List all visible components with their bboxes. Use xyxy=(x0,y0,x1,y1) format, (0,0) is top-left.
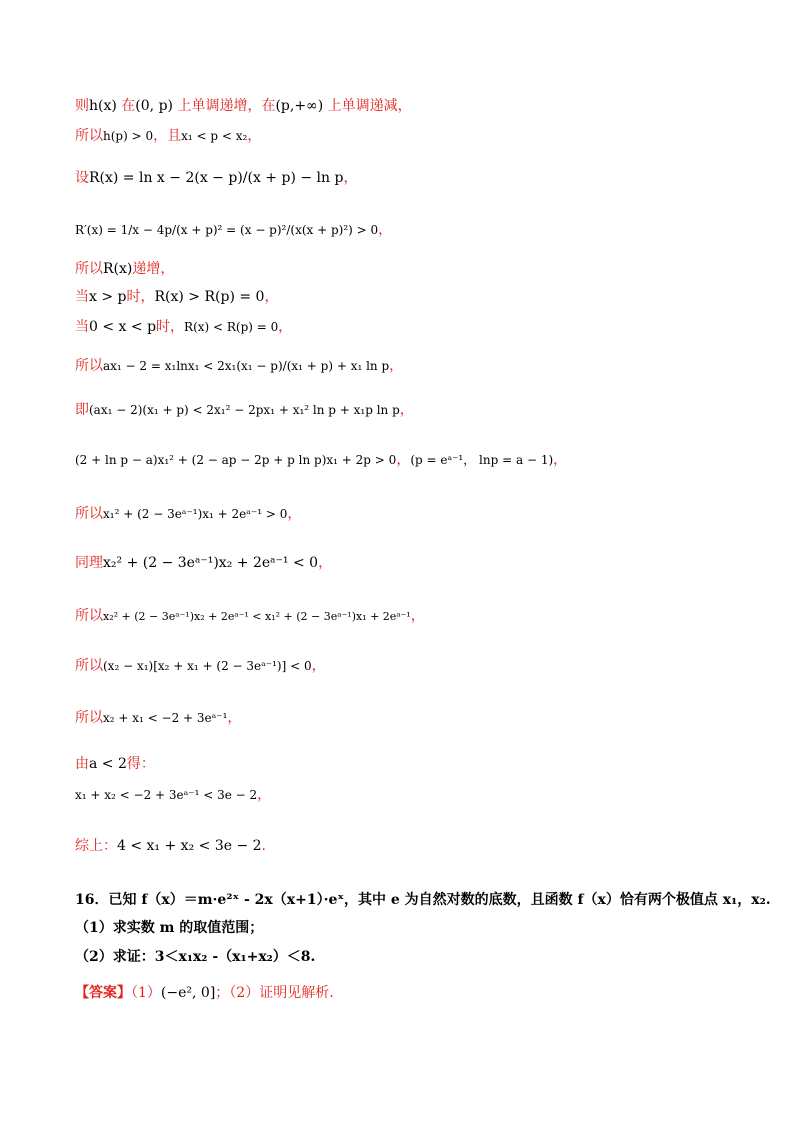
answer-label: 【答案】 xyxy=(75,985,131,1001)
solution-line-10: (2 + ln p − a)x₁² + (2 − ap − 2p + p ln p)x₁ + 2p > 0，(p = eᵃ⁻¹， lnp = a − 1)， xyxy=(75,452,568,468)
problem-text: 已知 f（x）＝m·e²ˣ - 2x（x+1）·eˣ，其中 e 为自然对数的底数，且函数 f（x）恰有两个极值点 x₁，x₂. xyxy=(108,892,771,908)
problem-number: 16． xyxy=(75,892,109,908)
solution-line-17: x₁ + x₂ < −2 + 3eᵃ⁻¹ < 3e − 2， xyxy=(75,787,272,803)
solution-line-11: 所以x₁² + (2 − 3eᵃ⁻¹)x₁ + 2eᵃ⁻¹ > 0， xyxy=(75,506,302,522)
problem-statement xyxy=(75,890,771,910)
solution-line-13: 所以x₂² + (2 − 3eᵃ⁻¹)x₂ + 2eᵃ⁻¹ < x₁² + (2 − 3eᵃ⁻¹)x₁ + 2eᵃ⁻¹， xyxy=(75,608,425,624)
problem-part-2: （2）求证：3＜x₁x₂ -（x₁+x₂）＜8. xyxy=(75,949,316,965)
solution-line-1: 则h(x) 在(0, p) 上单调递增，在(p,+∞) 上单调递减， xyxy=(75,98,412,114)
solution-line-3: 设R(x) = ln x − 2(x − p)/(x + p) − ln p， xyxy=(75,170,358,186)
solution-line-12: 同理x₂² + (2 − 3eᵃ⁻¹)x₂ + 2eᵃ⁻¹ < 0， xyxy=(75,555,333,571)
answer-range: (−e², 0] xyxy=(160,985,216,1001)
solution-line-18: 综上：4 < x₁ + x₂ < 3e − 2. xyxy=(75,838,266,854)
solution-line-15: 所以x₂ + x₁ < −2 + 3eᵃ⁻¹， xyxy=(75,710,242,726)
solution-line-2: 所以h(p) > 0，且x₁ < p < x₂， xyxy=(75,128,262,144)
solution-line-8: 所以ax₁ − 2 = x₁lnx₁ < 2x₁(x₁ − p)/(x₁ + p) + x₁ ln p， xyxy=(75,358,404,374)
solution-line-7: 当0 < x < p时，R(x) < R(p) = 0， xyxy=(75,319,293,335)
solution-line-9: 即(ax₁ − 2)(x₁ + p) < 2x₁² − 2px₁ + x₁² ln p + x₁p ln p， xyxy=(75,402,414,418)
solution-line-6: 当x > p时，R(x) > R(p) = 0， xyxy=(75,289,279,305)
solution-line-4: R′(x) = 1/x − 4p/(x + p)² = (x − p)²/(x(x + p)²) > 0， xyxy=(75,222,393,238)
solution-line-16: 由a < 2得： xyxy=(75,756,155,772)
solution-line-5: 所以R(x)递增， xyxy=(75,261,175,277)
problem-part-1: （1）求实数 m 的取值范围； xyxy=(75,920,264,936)
solution-line-14: 所以(x₂ − x₁)[x₂ + x₁ + (2 − 3eᵃ⁻¹)] < 0， xyxy=(75,658,326,674)
answer-line: 【答案】（1）(−e², 0]；（2）证明见解析. xyxy=(75,985,334,1001)
